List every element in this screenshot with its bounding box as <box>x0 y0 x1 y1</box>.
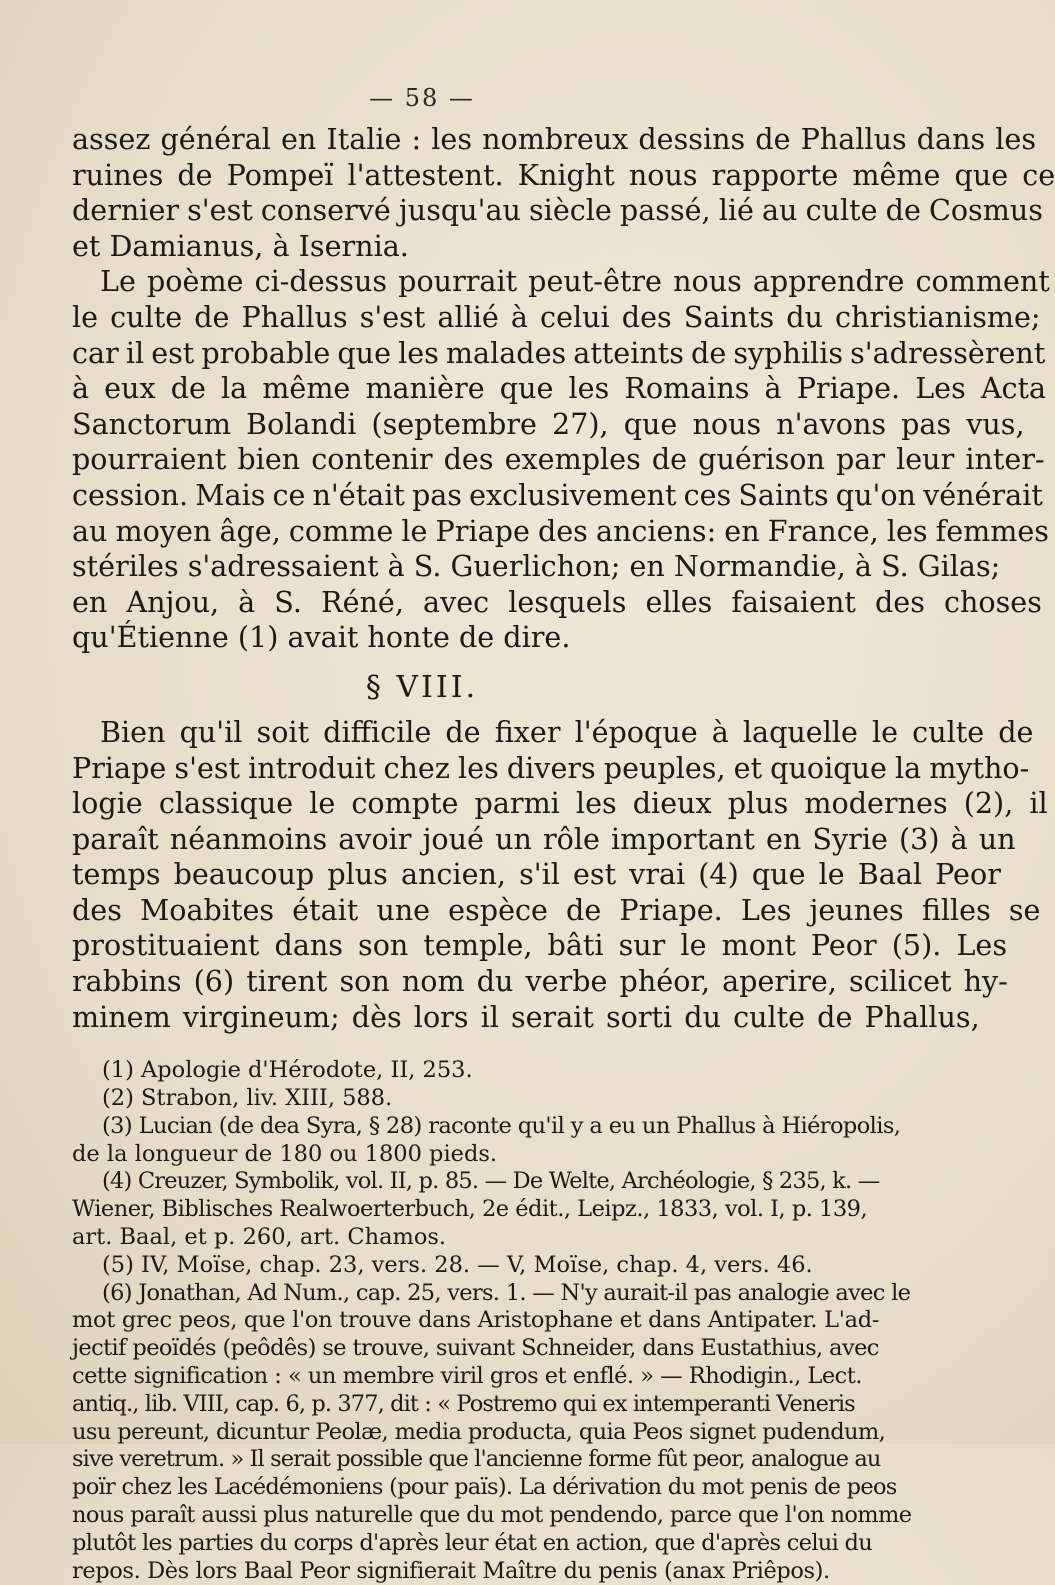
text-line: assez général en Italie : les nombreux dessins de Phallus dans les <box>72 122 1037 156</box>
text-line: qu'Étienne (1) avait honte de dire. <box>72 620 571 655</box>
footnote-4: (4) Creuzer, Symbolik, vol. II, p. 85. — De Welte, Archéologie, § 235, k. — <box>102 1168 880 1195</box>
page-number: — 58 — <box>369 84 475 112</box>
footnotes <box>72 1057 912 1585</box>
text-line: Le poème ci-dessus pourrait peut-être nous apprendre comment <box>100 264 1050 299</box>
text-line: pourraient bien contenir des exemples de guérison par leur inter- <box>72 442 1045 477</box>
text-line: cession. Mais ce n'était pas exclusivement ces Saints qu'on vénérait <box>72 477 1043 512</box>
footnote-1: (1) Apologie d'Hérodote, II, 253. <box>102 1057 473 1084</box>
footnote-3: (3) Lucian (de dea Syra, § 28) raconte qu'il y a eu un Phallus à Hiéropolis, <box>102 1112 901 1139</box>
text-line: le culte de Phallus s'est allié à celui des Saints du christianisme; <box>72 299 1041 334</box>
text-line: dernier s'est conservé jusqu'au siècle passé, lié au culte de Cosmus <box>72 193 1043 228</box>
text-line: prostituaient dans son temple, bâti sur le mont Peor (5). Les <box>72 928 1008 963</box>
footnote-4-cont: Wiener, Biblisches Realwoerterbuch, 2e édit., Leipz., 1833, vol. I, p. 139, <box>72 1196 868 1223</box>
text-line: paraît néanmoins avoir joué un rôle important en Syrie (3) à un <box>72 821 1016 856</box>
footnote-6-cont: cette signification : « un membre viril gros et enflé. » — Rhodigin., Lect. <box>72 1363 862 1390</box>
paragraph-continuation <box>72 122 1055 264</box>
footnote-5: (5) IV, Moïse, chap. 23, vers. 28. — V, Moïse, chap. 4, vers. 46. <box>102 1251 813 1278</box>
text-line: logie classique le compte parmi les dieux plus modernes (2), il <box>72 786 1048 821</box>
section-heading: § VIII. <box>365 669 479 705</box>
footnote-6-cont: repos. Dès lors Baal Peor signifierait Maître du penis (anax Priêpos). <box>72 1557 830 1584</box>
footnote-6-cont: nous paraît aussi plus naturelle que du mot pendendo, parce que l'on nomme <box>72 1502 912 1528</box>
footnote-6-cont: antiq., lib. VIII, cap. 6, p. 377, dit : « Postremo qui ex intemperanti Veneris <box>72 1390 855 1417</box>
footnote-6-cont: mot grec peos, que l'on trouve dans Aristophane et dans Antipater. L'ad- <box>72 1307 880 1334</box>
footnote-6-cont: jectif peoïdés (peôdês) se trouve, suivant Schneider, dans Eustathius, avec <box>72 1335 879 1362</box>
text-line: et Damianus, à Isernia. <box>72 228 409 263</box>
book-page <box>72 0 1055 1585</box>
paragraph-poeme <box>72 264 1050 656</box>
text-line: minem virgineum; dès lors il serait sorti du culte de Phallus, <box>72 999 980 1034</box>
footnote-6-cont: poïr chez les Lacédémoniens (pour païs). La dérivation du mot penis de peos <box>72 1474 897 1501</box>
text-line: rabbins (6) tirent son nom du verbe phéor, aperire, scilicet hy- <box>72 964 1008 999</box>
footnote-6-cont: sive veretrum. » Il serait possible que l'ancienne forme fût peor, analogue au <box>72 1446 881 1473</box>
text-line: des Moabites était une espèce de Priape. Les jeunes filles se <box>72 892 1041 927</box>
footnote-6-cont: usu pereunt, dicuntur Peolæ, media producta, quia Peos signet pudendum, <box>72 1418 886 1445</box>
footnote-3-cont: de la longueur de 180 ou 1800 pieds. <box>72 1140 498 1167</box>
text-line: Sanctorum Bolandi (septembre 27), que nous n'avons pas vus, <box>72 406 1025 441</box>
footnote-4-cont: art. Baal, et p. 260, art. Chamos. <box>72 1224 447 1251</box>
paragraph-section-viii <box>72 714 1048 1035</box>
text-line: au moyen âge, comme le Priape des anciens: en France, les femmes <box>72 513 1049 548</box>
text-line: stériles s'adressaient à S. Guerlichon; en Normandie, à S. Gilas; <box>72 549 1001 584</box>
text-line: en Anjou, à S. Réné, avec lesquels elles faisaient des choses <box>72 584 1042 619</box>
text-line: à eux de la même manière que les Romains à Priape. Les Acta <box>72 371 1047 406</box>
footnote-6-cont: plutôt les parties du corps d'après leur état en action, que d'après celui du <box>72 1529 873 1556</box>
text-line: car il est probable que les malades atteints de syphilis s'adressèrent <box>72 335 1046 370</box>
footnote-2: (2) Strabon, liv. XIII, 588. <box>102 1085 393 1112</box>
text-line: Bien qu'il soit difficile de fixer l'époque à laquelle le culte de <box>100 714 1034 749</box>
text-line: ruines de Pompeï l'attestent. Knight nous rapporte même que ce <box>72 157 1055 192</box>
text-line: temps beaucoup plus ancien, s'il est vrai (4) que le Baal Peor <box>72 857 1001 892</box>
text-line: Priape s'est introduit chez les divers peuples, et quoique la mytho- <box>72 750 1030 785</box>
footnote-6: (6) Jonathan, Ad Num., cap. 25, vers. 1. — N'y aurait-il pas analogie avec le <box>102 1279 911 1306</box>
